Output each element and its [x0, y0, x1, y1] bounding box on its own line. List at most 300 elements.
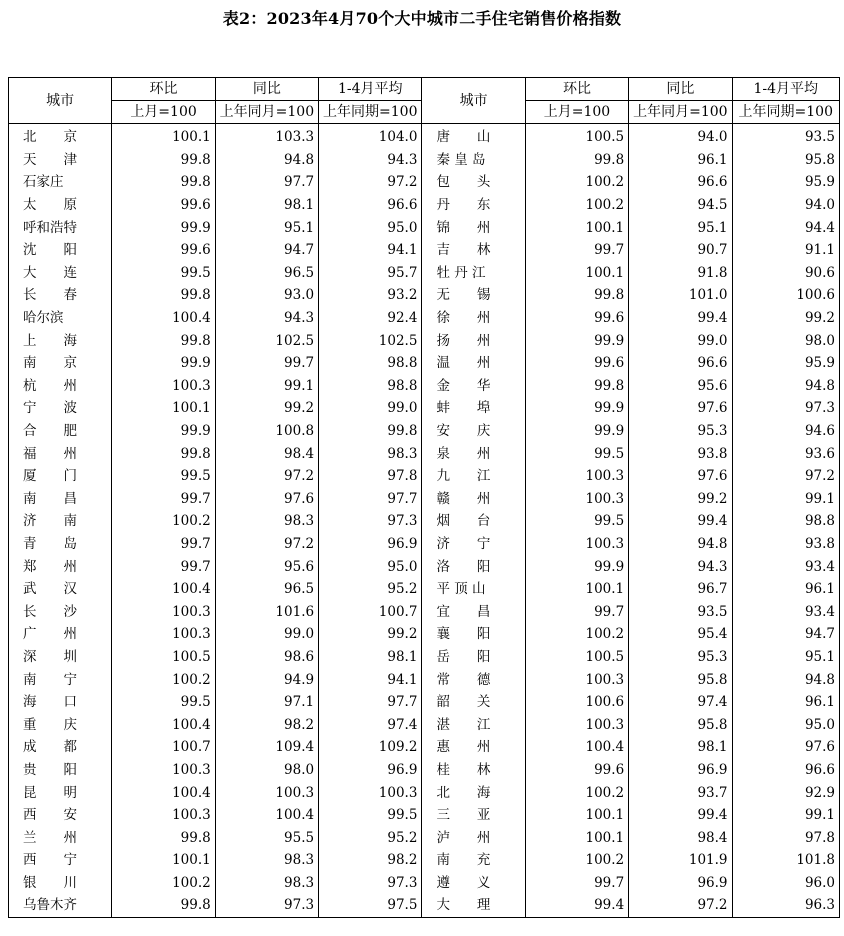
right-avg-cell: 99.1 — [732, 804, 839, 827]
right-mom-cell: 100.3 — [525, 533, 628, 556]
left-yoy-cell: 98.3 — [215, 872, 318, 895]
left-avg-cell: 98.2 — [319, 849, 422, 872]
table-row — [9, 216, 840, 239]
right-avg-cell: 95.9 — [732, 171, 839, 194]
table-row — [9, 713, 840, 736]
left-avg-cell: 97.2 — [319, 171, 422, 194]
right-mom-cell: 100.2 — [525, 781, 628, 804]
table-row — [9, 555, 840, 578]
right-mom-cell: 100.1 — [525, 804, 628, 827]
left-mom-cell: 99.8 — [112, 149, 215, 172]
left-city-cell: 西 宁 — [9, 849, 112, 872]
left-yoy-cell: 109.4 — [215, 736, 318, 759]
right-mom-cell: 100.2 — [525, 171, 628, 194]
right-city-cell: 宜 昌 — [422, 600, 525, 623]
right-yoy-cell: 96.6 — [629, 352, 732, 375]
left-mom-cell: 100.3 — [112, 804, 215, 827]
right-city-cell: 三 亚 — [422, 804, 525, 827]
right-avg-cell: 99.1 — [732, 488, 839, 511]
table-row — [9, 397, 840, 420]
left-avg-cell: 97.5 — [319, 894, 422, 917]
table-row — [9, 171, 840, 194]
right-yoy-cell: 97.6 — [629, 465, 732, 488]
table-row — [9, 352, 840, 375]
right-city-cell: 平 顶 山 — [422, 578, 525, 601]
right-avg-cell: 96.0 — [732, 872, 839, 895]
right-yoy-cell: 95.8 — [629, 668, 732, 691]
right-avg-cell: 93.4 — [732, 555, 839, 578]
right-avg-cell: 93.4 — [732, 600, 839, 623]
yoy-column-header: 同比 — [215, 78, 318, 101]
left-mom-cell: 99.8 — [112, 329, 215, 352]
left-avg-cell: 95.2 — [319, 826, 422, 849]
left-avg-cell: 99.5 — [319, 804, 422, 827]
right-yoy-cell: 93.5 — [629, 600, 732, 623]
right-city-cell: 包 头 — [422, 171, 525, 194]
right-avg-cell: 95.1 — [732, 646, 839, 669]
left-city-cell: 银 川 — [9, 872, 112, 895]
avg-column-header: 1-4月平均 — [319, 78, 422, 101]
left-mom-cell: 99.6 — [112, 239, 215, 262]
right-mom-cell: 99.6 — [525, 759, 628, 782]
right-avg-cell: 94.7 — [732, 623, 839, 646]
left-city-cell: 呼和浩特 — [9, 216, 112, 239]
left-yoy-cell: 97.6 — [215, 488, 318, 511]
left-city-cell: 济 南 — [9, 510, 112, 533]
right-avg-cell: 94.6 — [732, 420, 839, 443]
right-mom-cell: 100.6 — [525, 691, 628, 714]
left-yoy-cell: 94.9 — [215, 668, 318, 691]
right-mom-cell: 100.1 — [525, 578, 628, 601]
left-mom-cell: 99.8 — [112, 826, 215, 849]
right-city-cell: 秦 皇 岛 — [422, 149, 525, 172]
right-yoy-cell: 94.0 — [629, 124, 732, 149]
left-mom-cell: 99.8 — [112, 442, 215, 465]
mom-base-header: 上月=100 — [112, 101, 215, 124]
right-avg-cell: 99.2 — [732, 307, 839, 330]
left-yoy-cell: 97.2 — [215, 465, 318, 488]
left-city-cell: 北 京 — [9, 124, 112, 149]
right-yoy-cell: 97.2 — [629, 894, 732, 917]
right-avg-cell: 94.8 — [732, 375, 839, 398]
left-city-cell: 杭 州 — [9, 375, 112, 398]
left-mom-cell: 100.1 — [112, 124, 215, 149]
table-row — [9, 646, 840, 669]
right-yoy-cell: 95.3 — [629, 420, 732, 443]
right-avg-cell: 92.9 — [732, 781, 839, 804]
right-yoy-cell: 95.8 — [629, 713, 732, 736]
table-header — [9, 78, 840, 124]
left-mom-cell: 99.9 — [112, 352, 215, 375]
right-avg-cell: 93.8 — [732, 533, 839, 556]
table-row — [9, 510, 840, 533]
avg-column-header: 1-4月平均 — [732, 78, 839, 101]
mom-column-header: 环比 — [112, 78, 215, 101]
left-city-cell: 成 都 — [9, 736, 112, 759]
left-avg-cell: 95.0 — [319, 216, 422, 239]
table-row — [9, 759, 840, 782]
right-mom-cell: 99.9 — [525, 555, 628, 578]
left-avg-cell: 95.0 — [319, 555, 422, 578]
left-city-cell: 长 沙 — [9, 600, 112, 623]
left-mom-cell: 100.2 — [112, 668, 215, 691]
left-yoy-cell: 98.4 — [215, 442, 318, 465]
left-city-cell: 广 州 — [9, 623, 112, 646]
left-city-cell: 长 春 — [9, 284, 112, 307]
left-city-cell: 乌鲁木齐 — [9, 894, 112, 917]
right-avg-cell: 95.8 — [732, 149, 839, 172]
left-avg-cell: 100.3 — [319, 781, 422, 804]
right-avg-cell: 100.6 — [732, 284, 839, 307]
right-avg-cell: 96.3 — [732, 894, 839, 917]
left-mom-cell: 100.3 — [112, 623, 215, 646]
right-city-cell: 常 德 — [422, 668, 525, 691]
left-city-cell: 昆 明 — [9, 781, 112, 804]
left-city-cell: 哈尔滨 — [9, 307, 112, 330]
right-mom-cell: 100.3 — [525, 465, 628, 488]
left-avg-cell: 109.2 — [319, 736, 422, 759]
table-row — [9, 623, 840, 646]
left-avg-cell: 97.3 — [319, 872, 422, 895]
table-row — [9, 149, 840, 172]
right-avg-cell: 94.0 — [732, 194, 839, 217]
right-avg-cell: 96.1 — [732, 578, 839, 601]
left-mom-cell: 100.3 — [112, 375, 215, 398]
left-mom-cell: 100.1 — [112, 849, 215, 872]
right-city-cell: 桂 林 — [422, 759, 525, 782]
right-yoy-cell: 95.1 — [629, 216, 732, 239]
city-column-header: 城市 — [9, 78, 112, 124]
right-avg-cell: 97.2 — [732, 465, 839, 488]
left-yoy-cell: 96.5 — [215, 578, 318, 601]
left-city-cell: 海 口 — [9, 691, 112, 714]
left-avg-cell: 93.2 — [319, 284, 422, 307]
right-mom-cell: 99.9 — [525, 329, 628, 352]
right-mom-cell: 100.1 — [525, 216, 628, 239]
right-city-cell: 九 江 — [422, 465, 525, 488]
table-row — [9, 804, 840, 827]
left-yoy-cell: 100.8 — [215, 420, 318, 443]
right-mom-cell: 99.9 — [525, 420, 628, 443]
right-avg-cell: 94.4 — [732, 216, 839, 239]
right-mom-cell: 100.5 — [525, 646, 628, 669]
right-mom-cell: 100.1 — [525, 262, 628, 285]
table-row — [9, 781, 840, 804]
left-avg-cell: 92.4 — [319, 307, 422, 330]
left-avg-cell: 102.5 — [319, 329, 422, 352]
right-city-cell: 牡 丹 江 — [422, 262, 525, 285]
left-yoy-cell: 99.7 — [215, 352, 318, 375]
right-city-cell: 遵 义 — [422, 872, 525, 895]
left-yoy-cell: 99.0 — [215, 623, 318, 646]
left-yoy-cell: 93.0 — [215, 284, 318, 307]
left-city-cell: 兰 州 — [9, 826, 112, 849]
left-avg-cell: 104.0 — [319, 124, 422, 149]
left-city-cell: 太 原 — [9, 194, 112, 217]
right-avg-cell: 95.0 — [732, 713, 839, 736]
left-city-cell: 南 宁 — [9, 668, 112, 691]
right-yoy-cell: 95.4 — [629, 623, 732, 646]
left-mom-cell: 100.3 — [112, 600, 215, 623]
table-row — [9, 465, 840, 488]
left-yoy-cell: 98.2 — [215, 713, 318, 736]
right-avg-cell: 96.1 — [732, 691, 839, 714]
left-yoy-cell: 103.3 — [215, 124, 318, 149]
left-yoy-cell: 94.7 — [215, 239, 318, 262]
right-avg-cell: 91.1 — [732, 239, 839, 262]
table-row — [9, 124, 840, 149]
table-row — [9, 488, 840, 511]
left-avg-cell: 98.8 — [319, 375, 422, 398]
left-yoy-cell: 97.2 — [215, 533, 318, 556]
right-mom-cell: 99.5 — [525, 510, 628, 533]
left-yoy-cell: 94.8 — [215, 149, 318, 172]
left-mom-cell: 99.8 — [112, 284, 215, 307]
table-row — [9, 262, 840, 285]
right-mom-cell: 100.3 — [525, 713, 628, 736]
page-title: 表2：2023年4月70个大中城市二手住宅销售价格指数 — [222, 9, 622, 28]
left-mom-cell: 100.4 — [112, 578, 215, 601]
table-row — [9, 442, 840, 465]
right-mom-cell: 99.9 — [525, 397, 628, 420]
right-avg-cell: 101.8 — [732, 849, 839, 872]
table-row — [9, 307, 840, 330]
left-yoy-cell: 102.5 — [215, 329, 318, 352]
table-row — [9, 894, 840, 917]
left-mom-cell: 100.4 — [112, 713, 215, 736]
left-mom-cell: 99.9 — [112, 420, 215, 443]
left-city-cell: 南 昌 — [9, 488, 112, 511]
left-yoy-cell: 101.6 — [215, 600, 318, 623]
right-avg-cell: 97.3 — [732, 397, 839, 420]
right-yoy-cell: 90.7 — [629, 239, 732, 262]
left-yoy-cell: 98.3 — [215, 510, 318, 533]
left-city-cell: 沈 阳 — [9, 239, 112, 262]
avg-base-header: 上年同期=100 — [732, 101, 839, 124]
left-yoy-cell: 98.0 — [215, 759, 318, 782]
left-city-cell: 宁 波 — [9, 397, 112, 420]
left-avg-cell: 98.3 — [319, 442, 422, 465]
right-yoy-cell: 94.8 — [629, 533, 732, 556]
left-avg-cell: 97.7 — [319, 488, 422, 511]
left-mom-cell: 100.4 — [112, 781, 215, 804]
right-mom-cell: 99.7 — [525, 239, 628, 262]
table-row — [9, 533, 840, 556]
left-mom-cell: 100.7 — [112, 736, 215, 759]
left-yoy-cell: 99.1 — [215, 375, 318, 398]
right-mom-cell: 100.4 — [525, 736, 628, 759]
left-avg-cell: 96.9 — [319, 533, 422, 556]
left-yoy-cell: 99.2 — [215, 397, 318, 420]
left-avg-cell: 94.1 — [319, 239, 422, 262]
left-avg-cell: 99.0 — [319, 397, 422, 420]
right-city-cell: 济 宁 — [422, 533, 525, 556]
right-avg-cell: 95.9 — [732, 352, 839, 375]
right-city-cell: 扬 州 — [422, 329, 525, 352]
left-avg-cell: 100.7 — [319, 600, 422, 623]
right-yoy-cell: 96.7 — [629, 578, 732, 601]
right-city-cell: 无 锡 — [422, 284, 525, 307]
right-city-cell: 惠 州 — [422, 736, 525, 759]
right-yoy-cell: 91.8 — [629, 262, 732, 285]
left-city-cell: 重 庆 — [9, 713, 112, 736]
table-row — [9, 600, 840, 623]
left-avg-cell: 95.7 — [319, 262, 422, 285]
left-mom-cell: 99.8 — [112, 894, 215, 917]
right-mom-cell: 99.8 — [525, 375, 628, 398]
left-yoy-cell: 95.1 — [215, 216, 318, 239]
right-city-cell: 襄 阳 — [422, 623, 525, 646]
left-yoy-cell: 97.1 — [215, 691, 318, 714]
left-avg-cell: 94.3 — [319, 149, 422, 172]
left-yoy-cell: 97.7 — [215, 171, 318, 194]
right-city-cell: 安 庆 — [422, 420, 525, 443]
right-city-cell: 唐 山 — [422, 124, 525, 149]
right-city-cell: 韶 关 — [422, 691, 525, 714]
table-row — [9, 578, 840, 601]
left-avg-cell: 96.6 — [319, 194, 422, 217]
right-mom-cell: 100.2 — [525, 194, 628, 217]
left-avg-cell: 99.2 — [319, 623, 422, 646]
right-yoy-cell: 99.2 — [629, 488, 732, 511]
left-city-cell: 上 海 — [9, 329, 112, 352]
left-avg-cell: 97.4 — [319, 713, 422, 736]
right-yoy-cell: 98.4 — [629, 826, 732, 849]
right-mom-cell: 100.2 — [525, 849, 628, 872]
left-mom-cell: 100.1 — [112, 397, 215, 420]
right-city-cell: 南 充 — [422, 849, 525, 872]
table-row — [9, 736, 840, 759]
left-avg-cell: 97.3 — [319, 510, 422, 533]
right-yoy-cell: 97.6 — [629, 397, 732, 420]
right-city-cell: 蚌 埠 — [422, 397, 525, 420]
left-mom-cell: 99.7 — [112, 555, 215, 578]
left-mom-cell: 99.7 — [112, 533, 215, 556]
left-mom-cell: 100.3 — [112, 759, 215, 782]
right-yoy-cell: 96.6 — [629, 171, 732, 194]
right-city-cell: 洛 阳 — [422, 555, 525, 578]
right-avg-cell: 93.5 — [732, 124, 839, 149]
right-yoy-cell: 99.4 — [629, 510, 732, 533]
left-city-cell: 福 州 — [9, 442, 112, 465]
table-row — [9, 826, 840, 849]
right-yoy-cell: 99.0 — [629, 329, 732, 352]
city-column-header: 城市 — [422, 78, 525, 124]
mom-base-header: 上月=100 — [525, 101, 628, 124]
table-row — [9, 849, 840, 872]
right-city-cell: 烟 台 — [422, 510, 525, 533]
right-mom-cell: 100.2 — [525, 623, 628, 646]
table-row — [9, 872, 840, 895]
table-row — [9, 668, 840, 691]
left-yoy-cell: 98.3 — [215, 849, 318, 872]
left-city-cell: 石家庄 — [9, 171, 112, 194]
right-city-cell: 温 州 — [422, 352, 525, 375]
right-avg-cell: 93.6 — [732, 442, 839, 465]
right-mom-cell: 100.3 — [525, 488, 628, 511]
right-mom-cell: 99.8 — [525, 149, 628, 172]
table-body — [9, 124, 840, 918]
table-row — [9, 420, 840, 443]
right-yoy-cell: 97.4 — [629, 691, 732, 714]
right-mom-cell: 100.3 — [525, 668, 628, 691]
right-mom-cell: 99.8 — [525, 284, 628, 307]
yoy-column-header: 同比 — [629, 78, 732, 101]
right-city-cell: 徐 州 — [422, 307, 525, 330]
right-city-cell: 湛 江 — [422, 713, 525, 736]
right-yoy-cell: 99.4 — [629, 307, 732, 330]
right-yoy-cell: 93.7 — [629, 781, 732, 804]
left-yoy-cell: 95.6 — [215, 555, 318, 578]
left-mom-cell: 100.2 — [112, 872, 215, 895]
right-yoy-cell: 94.5 — [629, 194, 732, 217]
left-yoy-cell: 95.5 — [215, 826, 318, 849]
right-mom-cell: 99.7 — [525, 600, 628, 623]
right-mom-cell: 100.5 — [525, 124, 628, 149]
left-mom-cell: 99.9 — [112, 216, 215, 239]
right-avg-cell: 90.6 — [732, 262, 839, 285]
right-yoy-cell: 96.1 — [629, 149, 732, 172]
table-row — [9, 329, 840, 352]
table-row — [9, 194, 840, 217]
left-mom-cell: 100.5 — [112, 646, 215, 669]
mom-column-header: 环比 — [525, 78, 628, 101]
left-city-cell: 青 岛 — [9, 533, 112, 556]
left-yoy-cell: 94.3 — [215, 307, 318, 330]
avg-base-header: 上年同期=100 — [319, 101, 422, 124]
right-yoy-cell: 99.4 — [629, 804, 732, 827]
right-yoy-cell: 96.9 — [629, 872, 732, 895]
left-avg-cell: 98.8 — [319, 352, 422, 375]
right-city-cell: 岳 阳 — [422, 646, 525, 669]
left-avg-cell: 99.8 — [319, 420, 422, 443]
left-avg-cell: 97.8 — [319, 465, 422, 488]
right-city-cell: 泉 州 — [422, 442, 525, 465]
left-city-cell: 郑 州 — [9, 555, 112, 578]
right-city-cell: 赣 州 — [422, 488, 525, 511]
left-avg-cell: 98.1 — [319, 646, 422, 669]
table-row — [9, 691, 840, 714]
right-avg-cell: 94.8 — [732, 668, 839, 691]
right-yoy-cell: 101.0 — [629, 284, 732, 307]
left-city-cell: 大 连 — [9, 262, 112, 285]
left-avg-cell: 96.9 — [319, 759, 422, 782]
right-yoy-cell: 94.3 — [629, 555, 732, 578]
yoy-base-header: 上年同月=100 — [215, 101, 318, 124]
right-city-cell: 金 华 — [422, 375, 525, 398]
left-yoy-cell: 98.1 — [215, 194, 318, 217]
right-yoy-cell: 101.9 — [629, 849, 732, 872]
right-city-cell: 丹 东 — [422, 194, 525, 217]
left-avg-cell: 97.7 — [319, 691, 422, 714]
left-mom-cell: 99.5 — [112, 691, 215, 714]
right-city-cell: 大 理 — [422, 894, 525, 917]
left-mom-cell: 99.5 — [112, 262, 215, 285]
right-yoy-cell: 95.3 — [629, 646, 732, 669]
left-mom-cell: 99.5 — [112, 465, 215, 488]
right-city-cell: 吉 林 — [422, 239, 525, 262]
right-city-cell: 锦 州 — [422, 216, 525, 239]
right-mom-cell: 100.1 — [525, 826, 628, 849]
right-mom-cell: 99.5 — [525, 442, 628, 465]
right-mom-cell: 99.6 — [525, 307, 628, 330]
left-city-cell: 合 肥 — [9, 420, 112, 443]
right-avg-cell: 96.6 — [732, 759, 839, 782]
price-index-table — [8, 77, 840, 918]
table-row — [9, 375, 840, 398]
right-avg-cell: 98.8 — [732, 510, 839, 533]
right-yoy-cell: 98.1 — [629, 736, 732, 759]
